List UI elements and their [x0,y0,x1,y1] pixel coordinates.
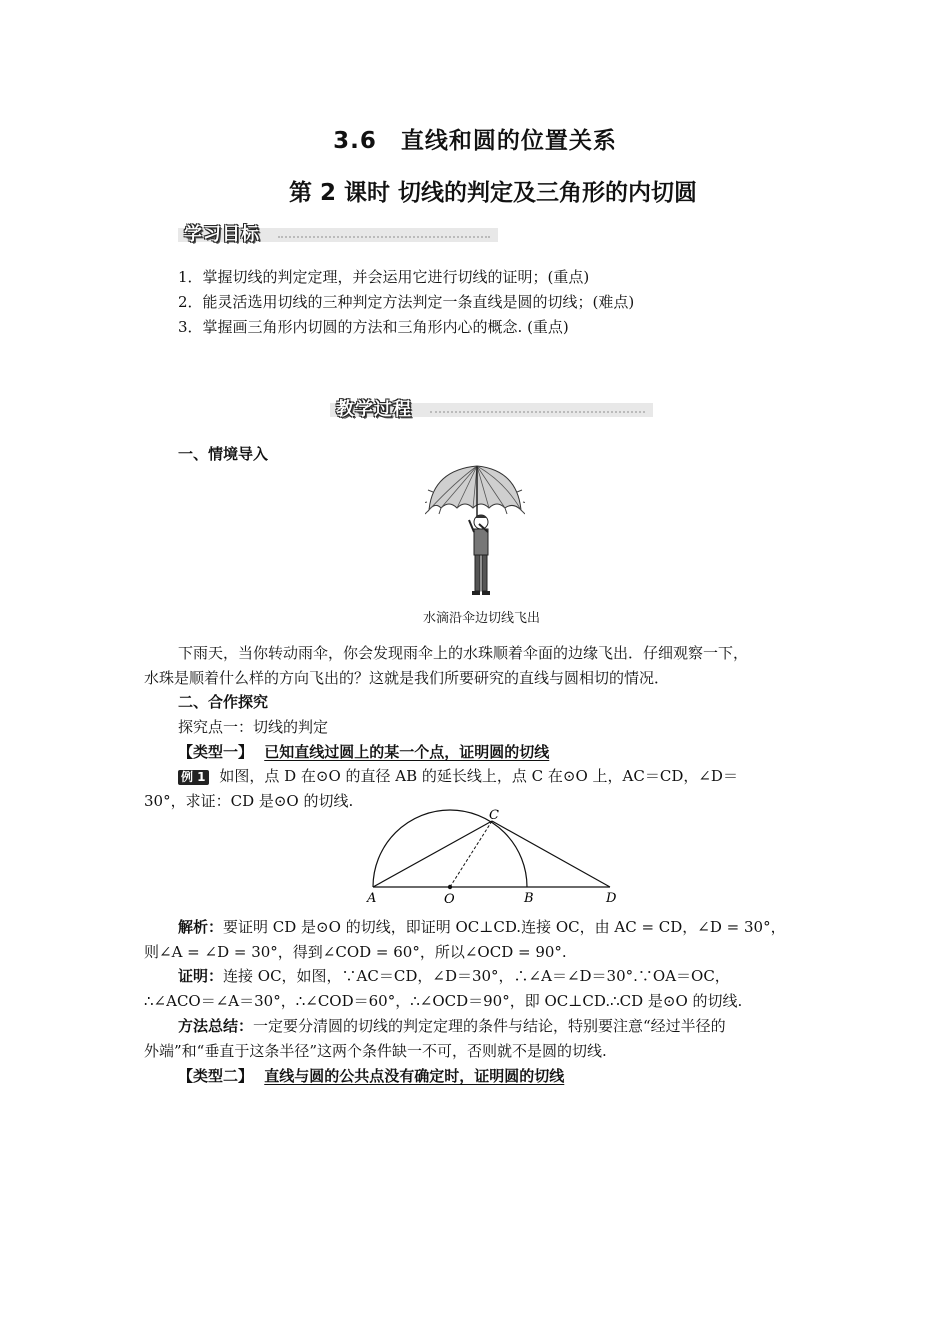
example-text: 如图，点 D 在⊙O 的直径 AB 的延长线上，点 C 在⊙O 上，AC＝CD，∠D＝ [219,767,738,785]
example-line [178,764,738,788]
section-heading: 二、合作探究 [178,693,269,711]
section-title: 3.6 直线和圆的位置关系 [333,128,617,154]
proof-text: 连接 OC，如图，∵AC＝CD，∠D＝30°，∴∠A＝∠D＝30°.∵OA＝OC， [223,967,730,985]
geometry-diagram [360,806,630,908]
type-heading [178,740,549,764]
label-O: O [444,892,455,907]
intro-paragraph-line: 水珠是顺着什么样的方向飞出的？这就是我们所要研究的直线与圆相切的情况． [144,669,670,687]
label-D: D [606,891,617,906]
type-tag: 【类型二】 [178,1067,254,1085]
figure-caption: 水滴沿伞边切线飞出 [423,611,541,626]
proof-line: ∴∠ACO＝∠A＝30°，∴∠COD＝60°，∴∠OCD＝90°，即 OC⊥CD.∴CD 是⊙O 的切线. [144,992,743,1010]
section-heading: 一、情境导入 [178,445,269,463]
umbrella-boy-illustration [425,462,525,602]
process-banner-label: 教学过程 [336,399,412,420]
example-line: 30°，求证：CD 是⊙O 的切线. [144,792,354,810]
label-C: C [489,808,499,823]
objectives-banner [178,224,498,245]
summary-text: 一定要分清圆的切线的判定定理的条件与结论，特别要注意“经过半径的 [253,1017,726,1035]
objective-item: 1．掌握切线的判定定理，并会运用它进行切线的证明；(重点) [178,268,590,286]
summary-line [178,1014,726,1038]
analysis-line: 则∠A = ∠D = 30°，得到∠COD = 60°，所以∠OCD = 90°. [144,943,567,961]
type-title: 已知直线过圆上的某一个点，证明圆的切线 [264,743,550,761]
objectives-banner-label: 学习目标 [184,224,260,245]
type-tag: 【类型一】 [178,743,254,761]
intro-paragraph-line: 下雨天，当你转动雨伞，你会发现雨伞上的水珠顺着伞面的边缘飞出．仔细观察一下， [178,644,749,662]
analysis-text: 要证明 CD 是⊙O 的切线，即证明 OC⊥CD.连接 OC，由 AC = CD，∠D = 30°， [223,918,786,936]
analysis-label: 解析： [178,918,224,936]
summary-label: 方法总结： [178,1017,254,1035]
label-B: B [524,891,534,906]
type-heading [178,1064,564,1088]
example-badge: 例 1 [178,770,209,785]
lesson-title: 第 2 课时 切线的判定及三角形的内切圆 [288,180,698,206]
label-A: A [367,891,377,906]
summary-line: 外端”和“垂直于这条半径”这两个条件缺一不可，否则就不是圆的切线. [144,1042,607,1060]
proof-label: 证明： [178,967,224,985]
process-banner [330,399,653,420]
explore-heading: 探究点一：切线的判定 [178,718,329,736]
type-title: 直线与圆的公共点没有确定时，证明圆的切线 [264,1067,565,1085]
objective-item: 3．掌握画三角形内切圆的方法和三角形内心的概念. (重点) [178,318,569,336]
proof-line [178,964,730,988]
analysis-line [178,915,786,939]
objective-item: 2．能灵活选用切线的三种判定方法判定一条直线是圆的切线；(难点) [178,293,635,311]
